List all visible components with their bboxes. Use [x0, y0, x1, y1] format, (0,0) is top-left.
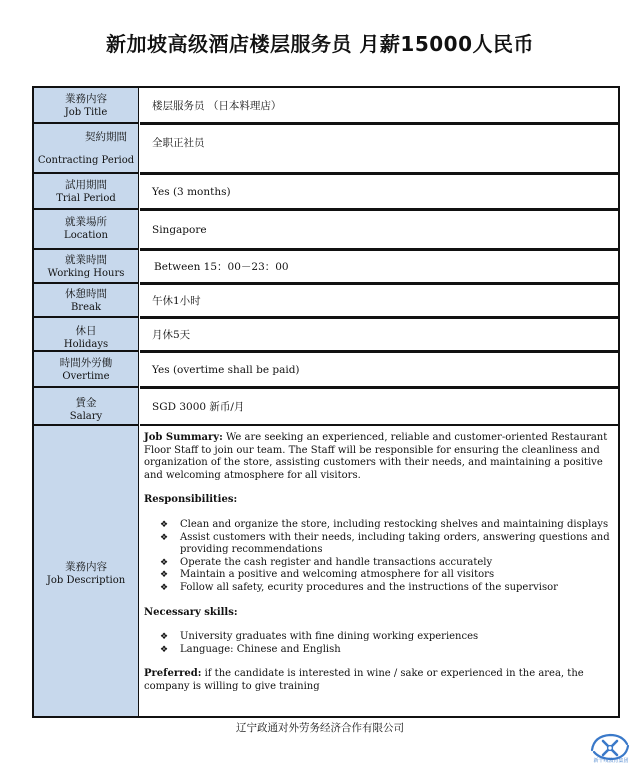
label-en: Contracting Period	[37, 155, 135, 166]
bullet-icon: ❖	[160, 582, 169, 593]
responsibilities-list	[144, 519, 612, 595]
label-en: Overtime	[62, 371, 110, 382]
preferred-text: if the candidate is interested in wine / sake or experienced in the area, the company is willing to give training	[144, 668, 584, 692]
label-job-title	[34, 88, 138, 124]
label-zh: 賃金	[75, 397, 97, 409]
logo-caption: 新干线教育集团	[593, 758, 629, 764]
bullet-icon: ❖	[160, 532, 169, 543]
job-info-table	[32, 86, 620, 718]
bullet-icon: ❖	[160, 632, 169, 643]
label-zh: 就業場所	[65, 216, 107, 228]
label-working-hours	[34, 250, 138, 284]
label-location	[34, 210, 138, 250]
company-footer: 辽宁政通对外劳务经济合作有限公司	[236, 722, 404, 734]
value-location: Singapore	[140, 210, 618, 250]
label-contracting-period	[34, 124, 138, 174]
list-item: ❖ Operate the cash register and handle transactions accurately	[160, 556, 493, 568]
label-zh: 休日	[75, 325, 97, 337]
job-summary	[144, 432, 612, 482]
label-break	[34, 284, 138, 318]
label-salary	[34, 388, 138, 426]
label-overtime	[34, 352, 138, 388]
list-item: ❖ Follow all safety, ecurity procedures and the instructions of the supervisor	[160, 581, 558, 593]
bullet-icon: ❖	[160, 644, 169, 655]
bullet-icon: ❖	[160, 557, 169, 568]
label-en: Working Hours	[47, 268, 125, 279]
value-working-hours: Between 15：00－23：00	[140, 250, 618, 284]
label-zh: 業務内容	[65, 561, 107, 573]
label-en: Job Title	[64, 107, 108, 118]
job-summary-text: We are seeking an experienced, reliable and customer-oriented Restaurant Floor Staff to join our team. The Staff will be responsible for ensuring the cleanliness and organization of the store, assisting customers with their needs, and maintaining a positive and welcoming atmosphere for all visitors.	[144, 432, 608, 481]
label-zh: 試用期間	[65, 179, 107, 191]
label-zh: 契約期間	[85, 131, 127, 143]
page-title: 新加坡高级酒店楼层服务员 月薪15000人民币	[105, 32, 535, 56]
label-en: Salary	[69, 411, 103, 422]
label-en: Location	[64, 230, 108, 241]
job-description-content	[140, 428, 618, 716]
preferred	[144, 668, 612, 693]
label-job-description	[34, 426, 138, 716]
skills-list	[144, 631, 612, 656]
label-zh: 業務内容	[65, 93, 107, 105]
responsibilities-heading: Responsibilities:	[144, 494, 238, 506]
preferred-heading: Preferred:	[144, 668, 202, 680]
label-en: Trial Period	[56, 193, 116, 204]
list-item: ❖ Clean and organize the store, including restocking shelves and maintaining displays	[160, 518, 609, 530]
label-zh: 時間外労働	[59, 357, 113, 369]
value-salary: SGD 3000 新币/月	[140, 388, 618, 426]
value-contracting-period: 全职正社员	[140, 124, 618, 174]
value-trial-period: Yes (3 months)	[140, 174, 618, 210]
label-en: Break	[70, 302, 102, 313]
label-en: Holidays	[63, 339, 109, 350]
list-item: ❖ Assist customers with their needs, including taking orders, answering questions and providing recommendations	[160, 531, 610, 556]
list-item: ❖ University graduates with fine dining working experiences	[160, 631, 479, 643]
label-holidays	[34, 318, 138, 352]
value-break: 午休1小时	[140, 284, 618, 318]
label-zh: 休憩時間	[65, 288, 107, 300]
label-zh: 就業時間	[65, 254, 107, 266]
list-item: ❖ Language: Chinese and English	[160, 643, 341, 655]
job-summary-heading: Job Summary:	[144, 432, 223, 443]
label-en: Job Description	[46, 575, 126, 586]
value-overtime: Yes (overtime shall be paid)	[140, 352, 618, 388]
bullet-icon: ❖	[160, 519, 169, 530]
bullet-icon: ❖	[160, 570, 169, 581]
value-holidays: 月休5天	[140, 318, 618, 352]
skills-heading: Necessary skills:	[144, 606, 238, 618]
value-job-title: 楼层服务员 （日本料理店）	[140, 88, 618, 124]
label-trial-period	[34, 174, 138, 210]
list-item: ❖ Maintain a positive and welcoming atmosphere for all visitors	[160, 569, 495, 581]
